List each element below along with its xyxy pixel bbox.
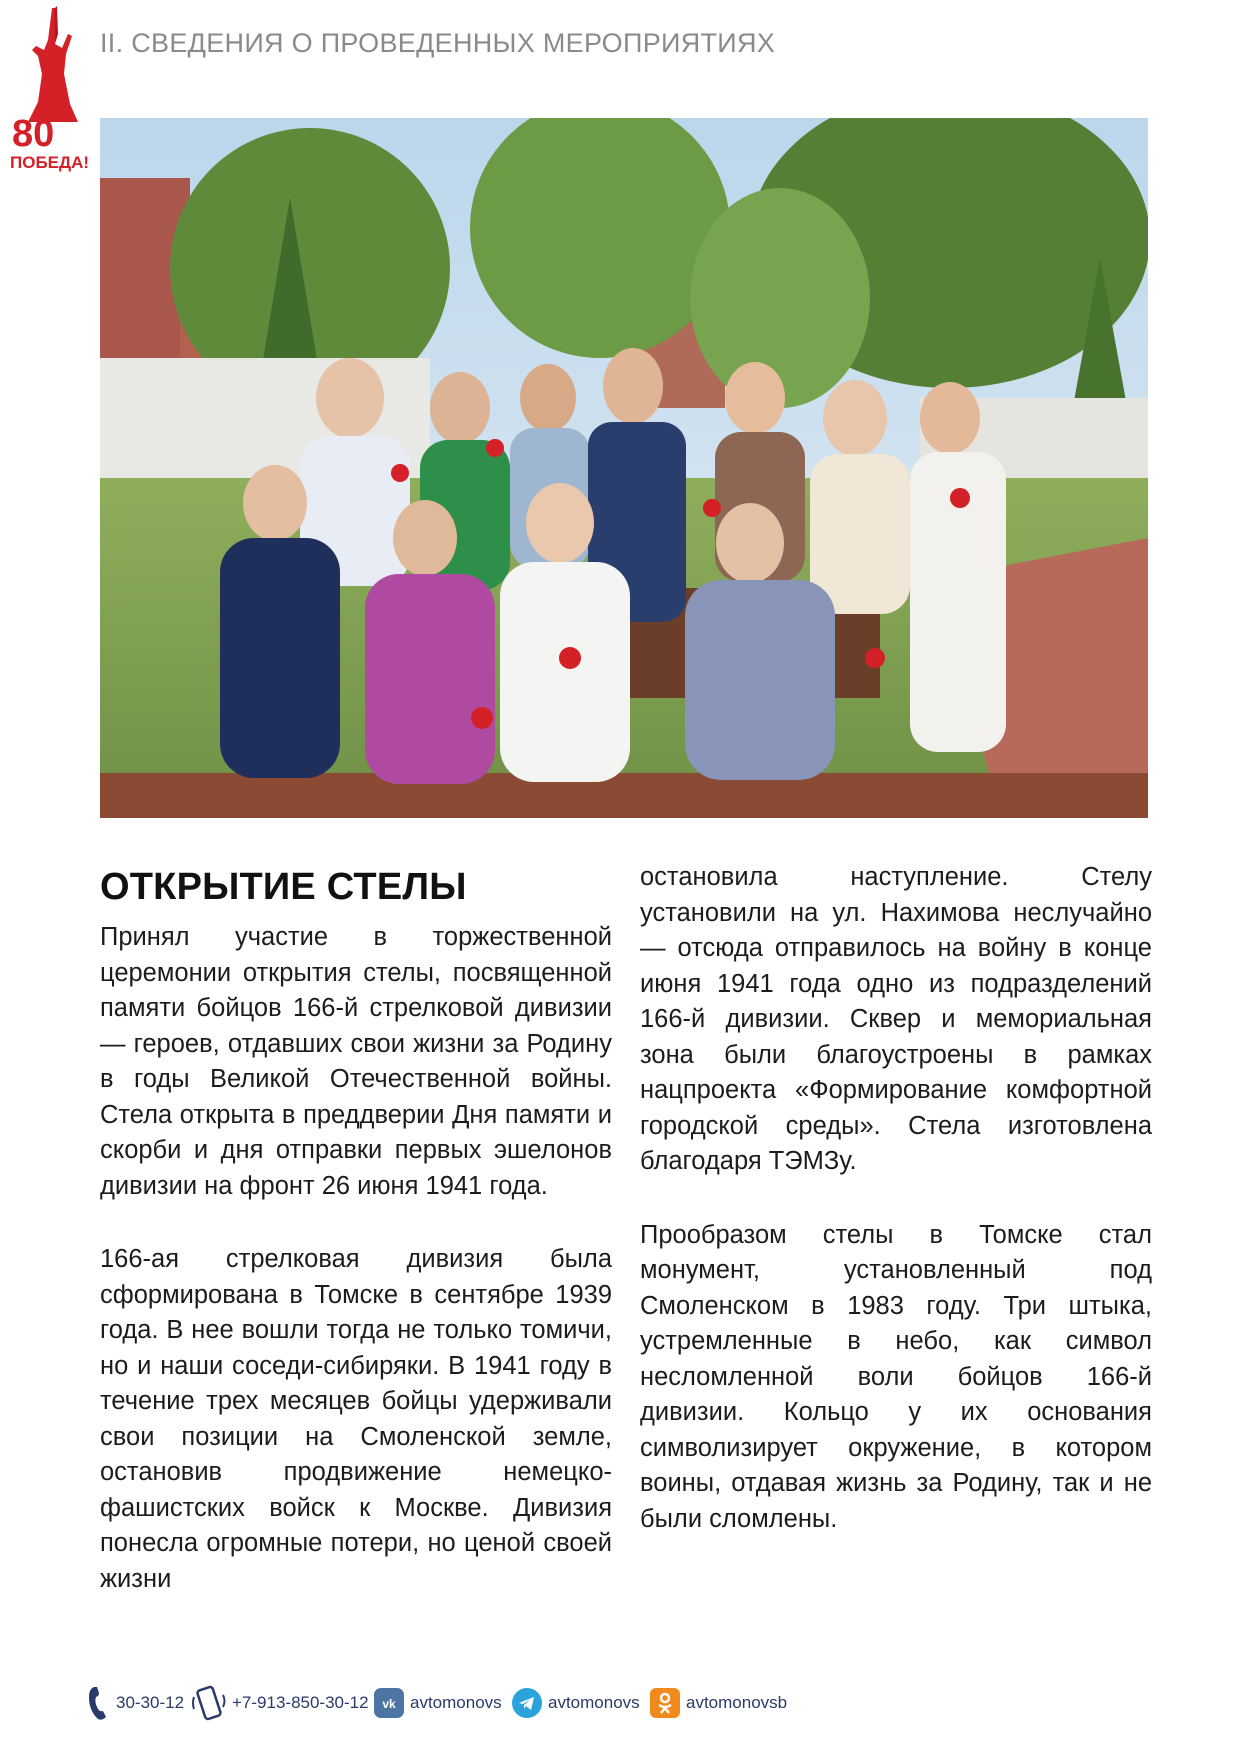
mobile-phone-icon xyxy=(192,1685,226,1721)
telegram-handle: avtomonovs xyxy=(548,1693,640,1712)
telegram-contact[interactable] xyxy=(512,1680,640,1726)
contacts-footer xyxy=(88,1680,1188,1726)
phone-contact[interactable] xyxy=(88,1680,184,1726)
vk-contact[interactable] xyxy=(374,1680,502,1726)
article-paragraph: 166-ая стрелковая дивизия была сформирована в Томске в сентябре 1939 года. В нее вошли тогда не только томичи, но и наши соседи-сибиряки. В 1941 году в течение трех месяцев бойцы удерживали свои позиции на Смоленской земле, остановив продвижение немецко-фашистских войск к Москве. Дивизия понесла огромные потери, но ценой своей жизни xyxy=(100,1245,612,1593)
telegram-icon xyxy=(512,1688,542,1718)
article-left-column xyxy=(100,920,612,1635)
victory-80-logo xyxy=(8,4,100,174)
ok-contact[interactable] xyxy=(650,1680,787,1726)
phone-icon xyxy=(88,1685,110,1721)
logo-number: 80 xyxy=(12,113,55,155)
odnoklassniki-icon xyxy=(650,1688,680,1718)
ok-handle: avtomonovsb xyxy=(686,1693,788,1712)
article-title: ОТКРЫТИЕ СТЕЛЫ xyxy=(100,866,467,908)
phone-number: 30-30-12 xyxy=(116,1693,185,1712)
mobile-contact[interactable] xyxy=(192,1680,369,1726)
article-paragraph: Прообразом стелы в Томске стал монумент, установленный под Смоленском в 1983 году. Три штыка, устремленные в небо, как символ несломленной воли бойцов 166-й дивизии. Кольцо у их основания символизирует окружение, в котором воины, отдавая жизнь за Родину, так и не были сломлены. xyxy=(640,1220,1152,1533)
group-photo xyxy=(100,118,1148,818)
article-paragraph: остановила наступление. Стелу установили на ул. Нахимова неслучайно — отсюда отправилось на войну в конце июня 1941 года одно из подразделений 166-й дивизии. Сквер и мемориальная зона были благоустроены в рамках нацпроекта «Формирование комфортной городской среды». Стела изготовлена благодаря ТЭМЗу. xyxy=(640,863,1152,1175)
section-title: II. СВЕДЕНИЯ О ПРОВЕДЕННЫХ МЕРОПРИЯТИЯХ xyxy=(100,28,776,58)
article-paragraph: Принял участие в торжественной церемонии открытия стелы, посвященной памяти бойцов 166-й стрелковой дивизии — героев, отдавших свои жизни за Родину в годы Великой Отечественной войны. Стела открыта в преддверии Дня памяти и скорби и дня отправки первых эшелонов дивизии на фронт 26 июня 1941 года. xyxy=(100,923,612,1200)
mobile-number: +7-913-850-30-12 xyxy=(232,1693,369,1712)
svg-text:vk: vk xyxy=(382,1697,396,1711)
logo-word: ПОБЕДА! xyxy=(10,153,90,172)
vk-handle: avtomonovs xyxy=(410,1693,502,1712)
article-right-column xyxy=(640,860,1152,1575)
vk-icon xyxy=(374,1688,404,1718)
